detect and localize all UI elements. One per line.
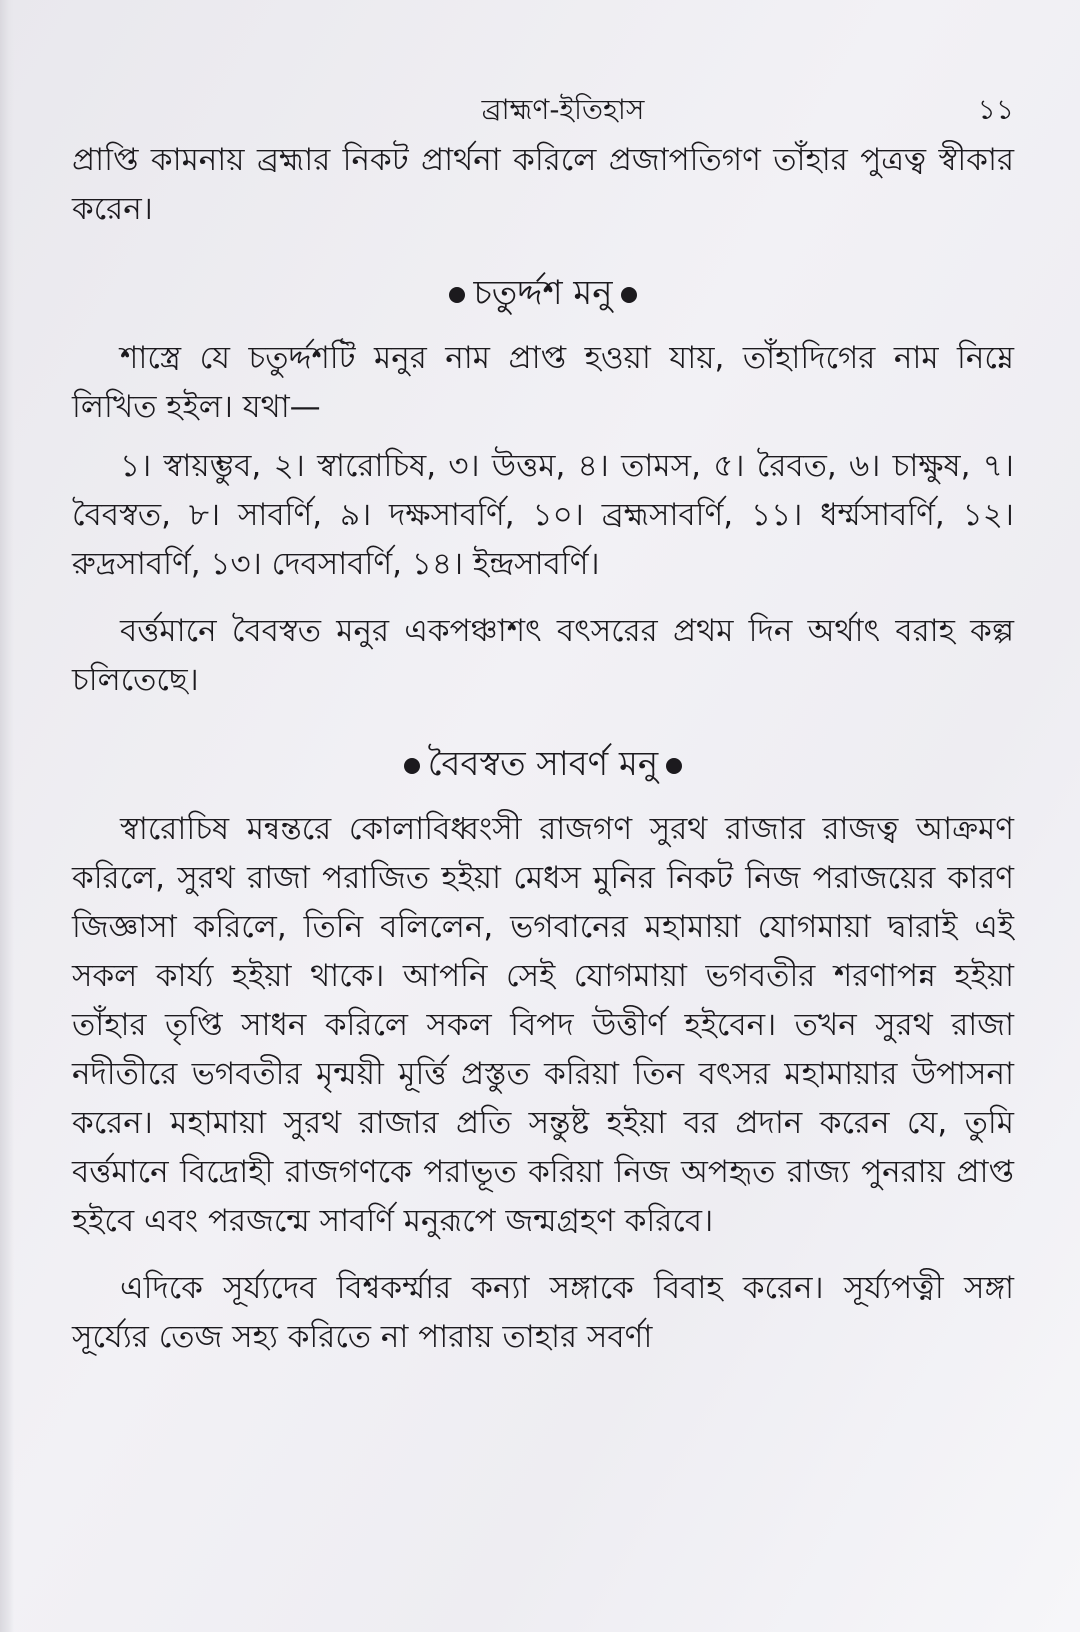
book-page: [72, 84, 1014, 1362]
manu-list-paragraph: ১। স্বায়ম্ভুব, ২। স্বারোচিষ, ৩। উত্তম, ৪। তামস, ৫। রৈবত, ৬। চাক্ষুষ, ৭। বৈবস্বত, ৮। সাবর্ণি, ৯। দক্ষসাবর্ণি, ১০। ব্রহ্মসাবর্ণি, ১১। ধর্ম্মসাবর্ণি, ১২। রুদ্রসাবর্ণি, ১৩। দেবসাবর্ণি, ১৪। ইন্দ্রসাবর্ণি।: [72, 448, 1014, 582]
bullet-icon: [449, 287, 465, 303]
section-heading-vaivasvata-savarna-manu: [72, 739, 1014, 789]
section2-paragraph-suratha: স্বারোচিষ মন্বন্তরে কোলাবিধ্বংসী রাজগণ সুরথ রাজার রাজত্ব আক্রমণ করিলে, সুরথ রাজা পরাজিত হইয়া মেধস মুনির নিকট নিজ পরাজয়ের কারণ জিজ্ঞাসা করিলে, তিনি বলিলেন, ভগবানের মহামায়া যোগমায়া দ্বারাই এই সকল কার্য্য হইয়া থাকে। আপনি সেই যোগমায়া ভগবতীর শরণাপন্ন হইয়া তাঁহার তৃপ্তি সাধন করিলে সকল বিপদ উত্তীর্ণ হইবেন। তখন সুরথ রাজা নদীতীরে ভগবতীর মৃন্ময়ী মূর্ত্তি প্রস্তুত করিয়া তিন বৎসর মহামায়ার উপাসনা করেন। মহামায়া সুরথ রাজার প্রতি সন্তুষ্ট হইয়া বর প্রদান করেন যে, তুমি বর্ত্তমানে বিদ্রোহী রাজগণকে পরাভূত করিয়া নিজ অপহৃত রাজ্য পুনরায় প্রাপ্ত হইবে এবং পরজন্মে সাবর্ণি মনুরূপে জন্মগ্রহণ করিবে।: [72, 811, 1014, 1239]
section-heading-text: বৈবস্বত সাবর্ণ মনু: [427, 744, 659, 784]
intro-continuation-paragraph: প্রাপ্তি কামনায় ব্রহ্মার নিকট প্রার্থনা করিলে প্রজাপতিগণ তাঁহার পুত্রত্ব স্বীকার করেন।: [72, 142, 1014, 227]
bullet-icon: [404, 758, 420, 774]
bullet-icon: [621, 287, 637, 303]
running-header: [72, 84, 1014, 136]
bullet-icon: [666, 758, 682, 774]
section-heading-text: চতুর্দ্দশ মনু: [473, 273, 613, 313]
book-spine-shadow: [0, 0, 14, 1632]
section1-paragraph-intro: শাস্ত্রে যে চতুর্দ্দশটি মনুর নাম প্রাপ্ত হওয়া যায়, তাঁহাদিগের নাম নিম্নে লিখিত হইল। যথা—: [72, 340, 1014, 425]
section-heading-chaturdash-manu: [72, 268, 1014, 318]
section2-paragraph-surya: এদিকে সূর্য্যদেব বিশ্বকর্ম্মার কন্যা সঙ্গাকে বিবাহ করেন। সূর্য্যপত্নী সঙ্গা সূর্য্যের তেজ সহ্য করিতে না পারায় তাহার সবর্ণা: [72, 1270, 1014, 1355]
section1-paragraph-current-kalpa: বর্ত্তমানে বৈবস্বত মনুর একপঞ্চাশৎ বৎসরের প্রথম দিন অর্থাৎ বরাহ কল্প চলিতেছে।: [72, 613, 1014, 698]
page-number: ১১: [977, 93, 1014, 126]
running-title: ব্রাহ্মণ-ইতিহাস: [481, 93, 645, 126]
